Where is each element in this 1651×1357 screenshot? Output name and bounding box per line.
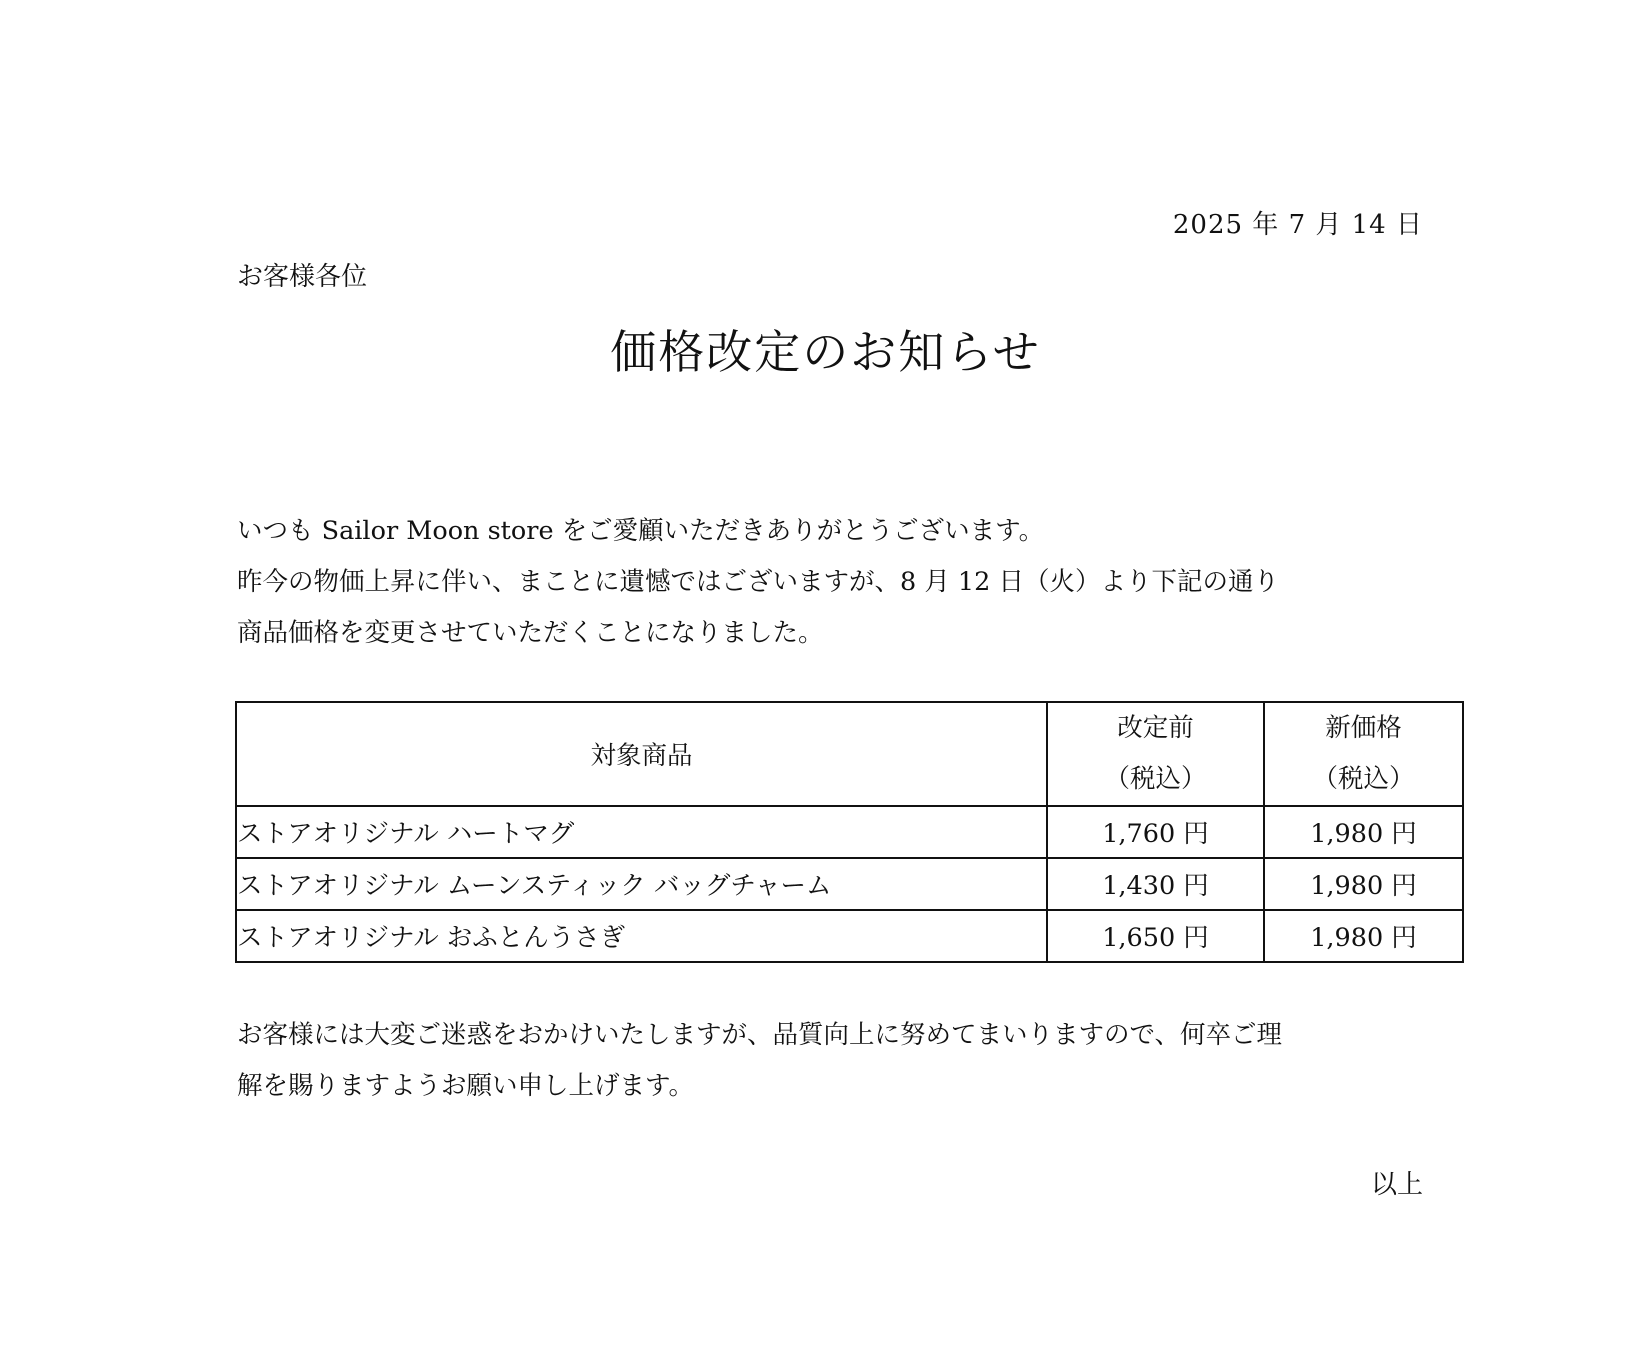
price-before: 1,760 円 (1047, 806, 1264, 858)
intro-line: 昨今の物価上昇に伴い、まことに遺憾ではございますが、8 月 12 日（火）より下記の通り (237, 567, 1279, 597)
price-new: 1,980 円 (1264, 910, 1463, 962)
header-before-label: 改定前 (1117, 713, 1194, 743)
price-new: 1,980 円 (1264, 806, 1463, 858)
header-new-tax-note: （税込） (1312, 764, 1415, 794)
header-new-label: 新価格 (1325, 713, 1402, 743)
product-name: ストアオリジナル ハートマグ (236, 806, 1047, 858)
document-date: 2025 年 7 月 14 日 (1172, 210, 1423, 240)
intro-line: いつも Sailor Moon store をご愛顧いただきありがとうございます。 (237, 516, 1045, 546)
closing-line: 解を賜りますようお願い申し上げます。 (237, 1071, 694, 1101)
product-name: ストアオリジナル ムーンスティック バッグチャーム (236, 858, 1047, 910)
table-row (236, 910, 1463, 962)
price-before: 1,650 円 (1047, 910, 1264, 962)
header-product: 対象商品 (236, 702, 1047, 806)
closing-line: お客様には大変ご迷惑をおかけいたしますが、品質向上に努めてまいりますので、何卒ご理 (237, 1020, 1282, 1050)
price-before: 1,430 円 (1047, 858, 1264, 910)
salutation: お客様各位 (237, 262, 368, 292)
table-header-row (236, 702, 1463, 806)
closing-paragraph (237, 1010, 1437, 1112)
header-new-price (1264, 702, 1463, 806)
table-row (236, 858, 1463, 910)
intro-line: 商品価格を変更させていただくことになりました。 (237, 618, 824, 648)
closing-mark: 以上 (1370, 1170, 1423, 1200)
price-table (235, 701, 1464, 963)
header-before-tax-note: （税込） (1104, 764, 1207, 794)
table-row (236, 806, 1463, 858)
product-name: ストアオリジナル おふとんうさぎ (236, 910, 1047, 962)
price-new: 1,980 円 (1264, 858, 1463, 910)
intro-paragraph (237, 506, 1437, 659)
header-before-price (1047, 702, 1264, 806)
page-title: 価格改定のお知らせ (610, 325, 1041, 379)
